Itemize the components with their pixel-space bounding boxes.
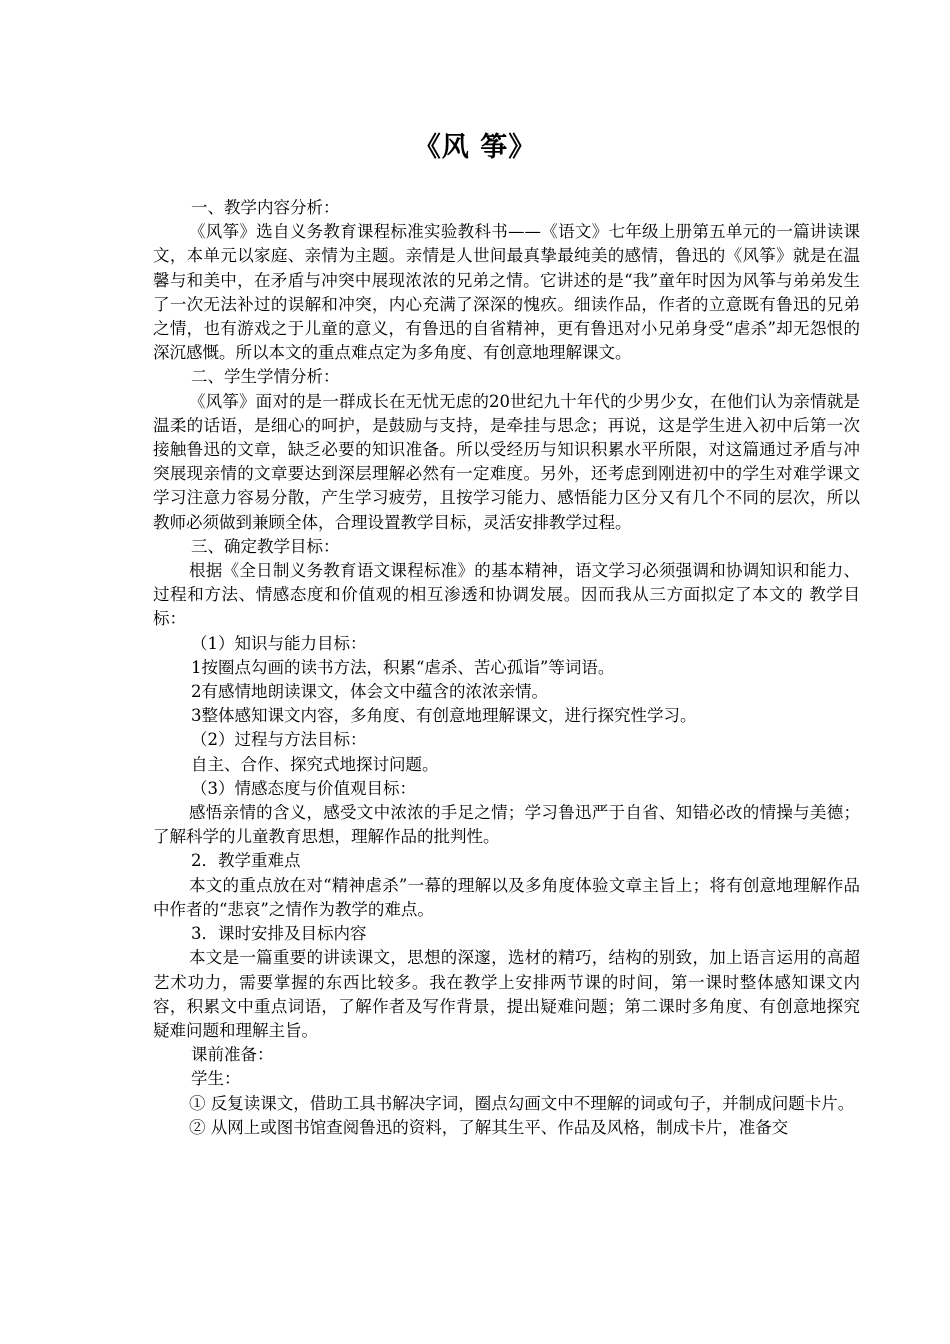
goal-emotion-text: 感悟亲情的含义，感受文中浓浓的手足之情；学习鲁迅严于自省、知错必改的情操与美德；了解科学的儿童教育思想，理解作品的批判性。 xyxy=(153,803,860,847)
goal-item-1: 1按圈点勾画的读书方法，积累“虐杀、苦心孤诣”等词语。 xyxy=(191,657,615,677)
document-title: 《风 筝》 xyxy=(413,132,537,163)
goal-process-text: 自主、合作、探究式地探讨问题。 xyxy=(191,754,439,774)
section-heading-teaching-goals: 三、确定教学目标： xyxy=(191,536,340,556)
goal-heading-process: （2）过程与方法目标： xyxy=(191,730,367,750)
preparation-students-label: 学生： xyxy=(191,1069,241,1089)
paragraph-content-analysis: 《风筝》选自义务教育课程标准实验教科书——《语文》七年级上册第五单元的一篇讲读课文，本单元以家庭、亲情为主题。亲情是人世间最真挚最纯美的感情，鲁迅的《风筝》就是在温馨与和美中，在矛盾与冲突中展现浓浓的兄弟之情。它讲述的是“我”童年时因为风筝与弟弟发生了一次无法补过的误解和冲突，内心充满了深深的愧疚。细读作品，作者的立意既有鲁迅的兄弟之情，也有游戏之于儿童的意义，有鲁迅的自省精神，更有鲁迅对小兄弟身受“虐杀”却无怨恨的深沉感慨。所以本文的重点难点定为多角度、有创意地理解课文。 xyxy=(153,222,860,363)
section-heading-content-analysis: 一、教学内容分析： xyxy=(191,198,340,217)
paragraph-schedule: 本文是一篇重要的讲读课文，思想的深邃，选材的精巧，结构的别致，加上语言运用的高超艺术功力，需要掌握的东西比较多。我在教学上安排两节课的时间，第一课时整体感知课文内容，积累文中重点词语，了解作者及写作背景，提出疑难问题；第二课时多角度、有创意地探究疑难问题和理解主旨。 xyxy=(153,948,860,1040)
goal-item-2: 2有感情地朗读课文，体会文中蕴含的浓浓亲情。 xyxy=(191,682,548,702)
preparation-item-1: ① 反复读课文，借助工具书解决字词，圈点勾画文中不理解的词或句子，并制成问题卡片。 xyxy=(189,1093,855,1113)
document-body xyxy=(153,196,860,1140)
goal-heading-knowledge: （1）知识与能力目标： xyxy=(191,633,367,653)
goal-item-3: 3整体感知课文内容，多角度、有创意地理解课文，进行探究性学习。 xyxy=(191,706,697,726)
preparation-item-2: ② 从网上或图书馆查阅鲁迅的资料，了解其生平、作品及风格，制成卡片，准备交 xyxy=(189,1117,789,1137)
paragraph-key-points: 本文的重点放在对“精神虐杀”一幕的理解以及多角度体验文章主旨上；将有创意地理解作品中作者的“悲哀”之情作为教学的难点。 xyxy=(153,875,860,919)
paragraph-student-analysis: 《风筝》面对的是一群成长在无忧无虑的20世纪九十年代的少男少女，在他们认为亲情就是温柔的话语，是细心的呵护，是鼓励与支持，是牵挂与思念；再说，这是学生进入初中后第一次接触鲁迅的文章，缺乏必要的知识准备。所以受经历与知识积累水平所限，对这篇通过矛盾与冲突展现亲情的文章要达到深层理解必然有一定难度。另外，还考虑到刚进初中的学生对难学课文学习注意力容易分散，产生学习疲劳，且按学习能力、感悟能力区分又有几个不同的层次，所以教师必须做到兼顾全体，合理设置教学目标，灵活安排教学过程。 xyxy=(153,391,860,532)
section-heading-preparation: 课前准备： xyxy=(191,1045,274,1065)
goal-heading-emotion: （3）情感态度与价值观目标： xyxy=(191,778,416,798)
section-heading-schedule: 3．课时安排及目标内容 xyxy=(191,924,367,944)
section-heading-key-points: 2．教学重难点 xyxy=(191,851,301,871)
paragraph-teaching-goals: 根据《全日制义务教育语文课程标准》的基本精神，语文学习必须强调和协调知识和能力、过程和方法、情感态度和价值观的相互渗透和协调发展。因而我从三方面拟定了本文的 教学目标： xyxy=(153,561,860,629)
section-heading-student-analysis: 二、学生学情分析： xyxy=(191,367,340,387)
